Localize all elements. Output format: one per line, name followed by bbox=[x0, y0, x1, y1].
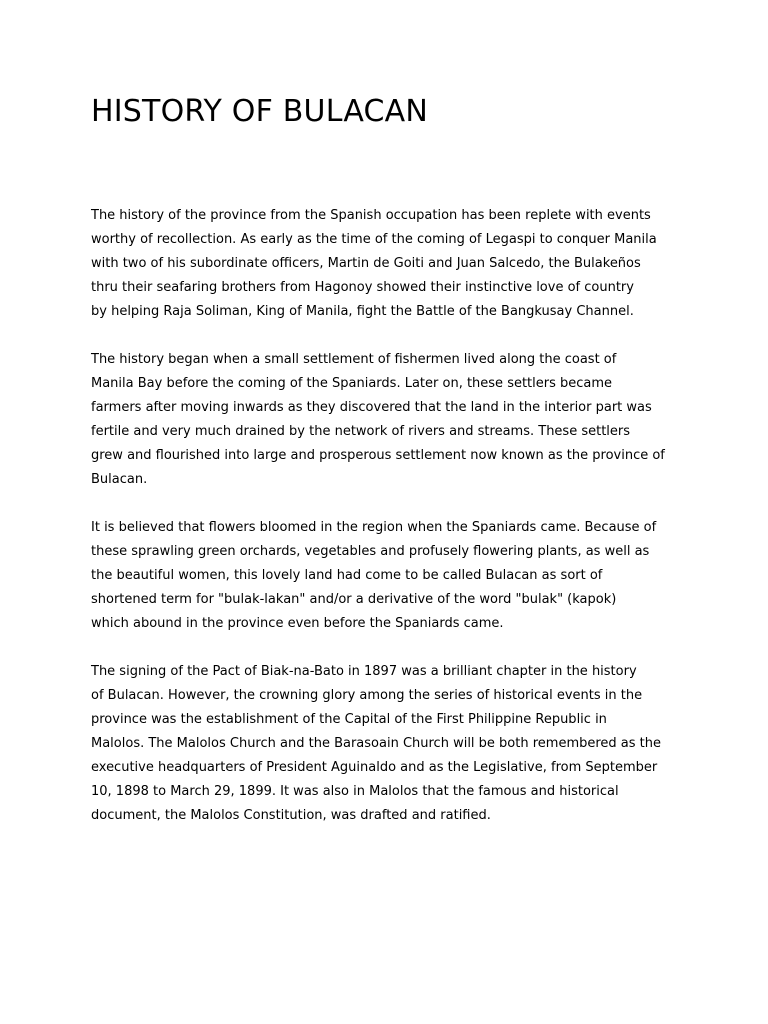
document-body bbox=[91, 204, 688, 828]
paragraph-name-origin: It is believed that flowers bloomed in the region when the Spaniards came. Because of these sprawling green orchards, vegetables and profusely flowering plants, as well as the beautiful women, this lovely land had come to be called Bulacan as sort of shortened term for "bulak-lakan" and/or a derivative of the word "bulak" (kapok) which abound in the province even before the Spaniards came. bbox=[91, 520, 657, 631]
paragraph-malolos-republic: The signing of the Pact of Biak-na-Bato in 1897 was a brilliant chapter in the history of Bulacan. However, the crowning glory among the series of historical events in the province was the establishment of the Capital of the First Philippine Republic in Malolos. The Malolos Church and the Barasoain Church will be both remembered as the executive headquarters of President Aguinaldo and as the Legislative, from September 10, 1898 to March 29, 1899. It was also in Malolos that the famous and historical document, the Malolos Constitution, was drafted and ratified. bbox=[91, 664, 662, 823]
paragraph-early-settlement: The history began when a small settlement of fishermen lived along the coast of Manila Bay before the coming of the Spaniards. Later on, these settlers became farmers after moving inwards as they discovered that the land in the interior part was fertile and very much drained by the network of rivers and streams. These settlers grew and flourished into large and prosperous settlement now known as the province of Bulacan. bbox=[91, 352, 665, 487]
document-title: HISTORY OF BULACAN bbox=[91, 94, 429, 129]
paragraph-spanish-occupation: The history of the province from the Spanish occupation has been replete with events worthy of recollection. As early as the time of the coming of Legaspi to conquer Manila with two of his subordinate officers, Martin de Goiti and Juan Salcedo, the Bulakeños thru their seafaring brothers from Hagonoy showed their instinctive love of country by helping Raja Soliman, King of Manila, fight the Battle of the Bangkusay Channel. bbox=[91, 208, 657, 319]
